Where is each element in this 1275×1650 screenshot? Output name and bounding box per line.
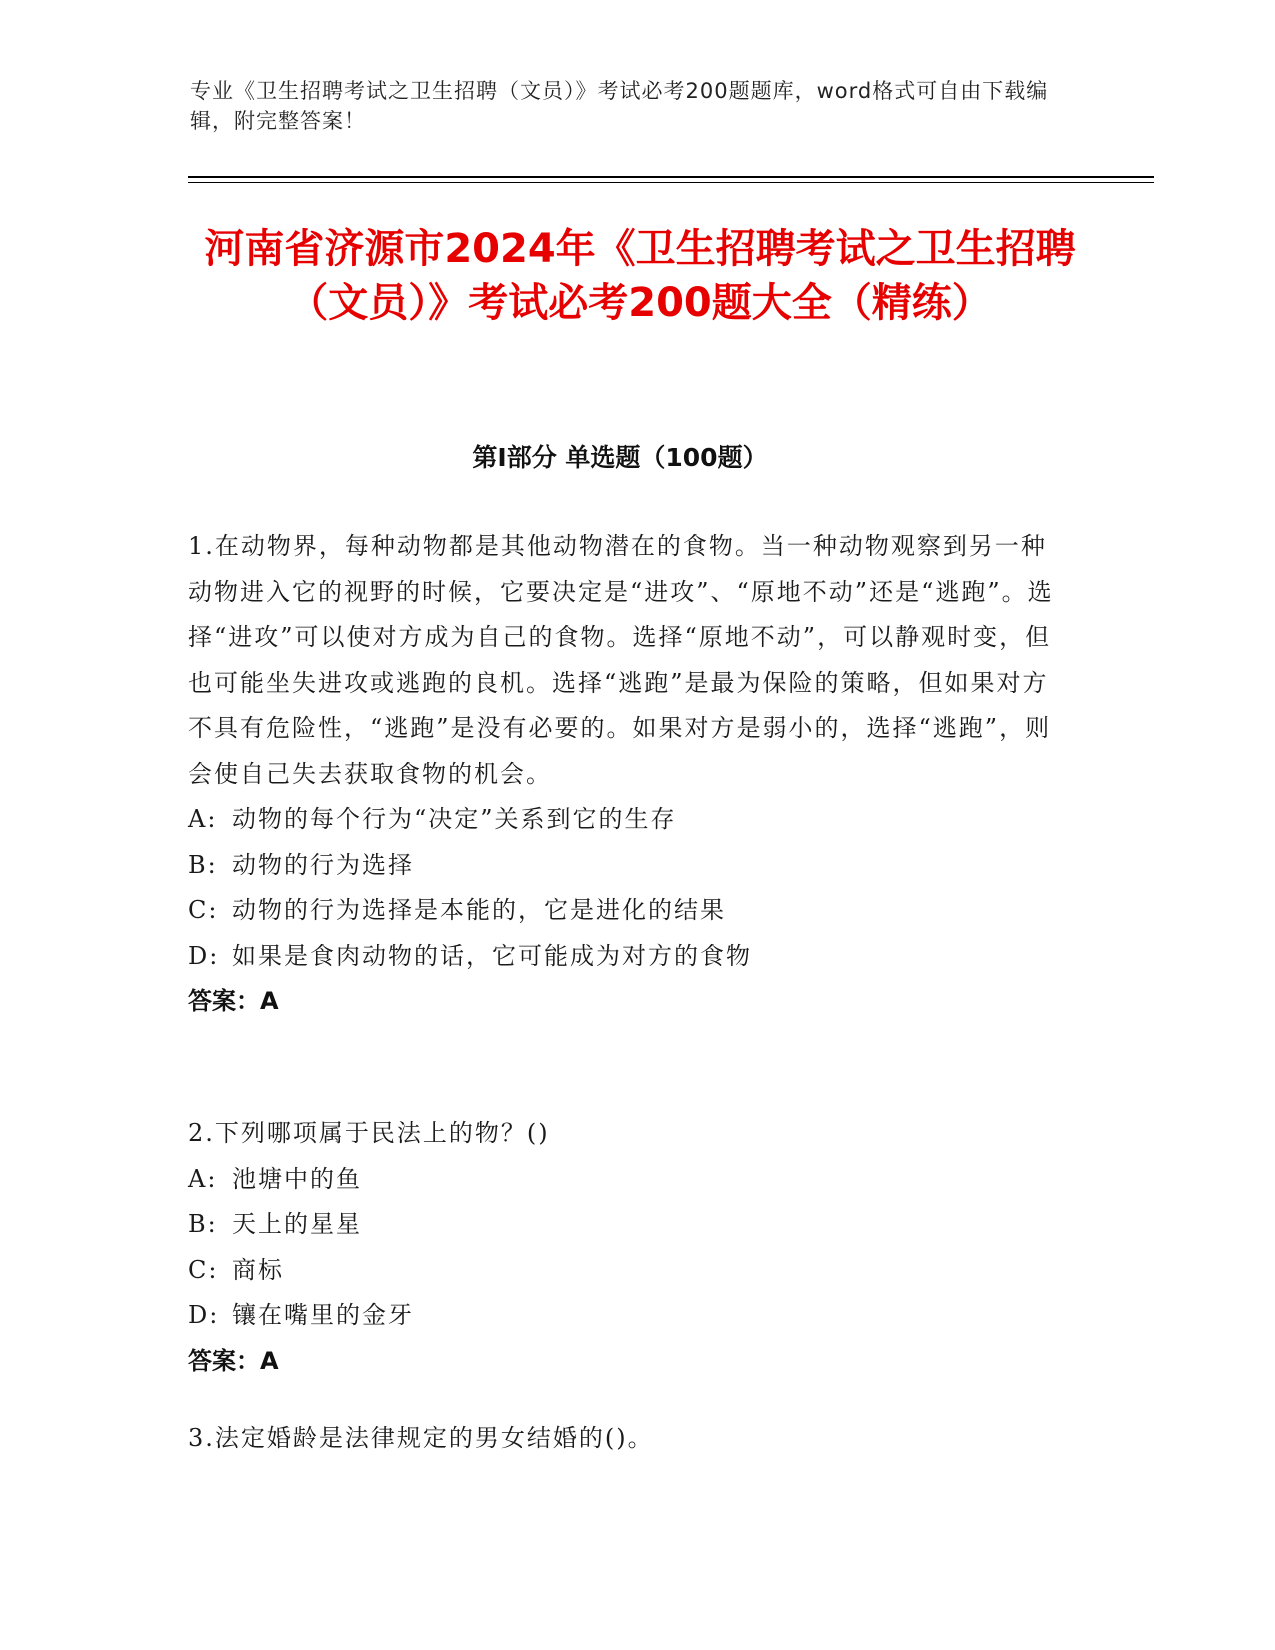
option-text: 如果是食肉动物的话，它可能成为对方的食物 — [232, 941, 752, 970]
option-b — [188, 1202, 1068, 1248]
option-c — [188, 1248, 1068, 1294]
header-note: 专业《卫生招聘考试之卫生招聘（文员）》考试必考200题题库，word格式可自由下载编辑，附完整答案！ — [190, 79, 1049, 133]
option-label: D: — [188, 941, 220, 970]
option-text: 天上的星星 — [232, 1210, 362, 1238]
question-stem: 2.下列哪项属于民法上的物？() — [188, 1119, 550, 1147]
section-title: 第Ⅰ部分 单选题（100题） — [472, 443, 768, 472]
question-stem: 1.在动物界，每种动物都是其他动物潜在的食物。当一种动物观察到另一种动物进入它的视野的时候，它要决定是“进攻”、“原地不动”还是“逃跑”。选择“进攻”可以使对方成为自己的食物。选择“原地不动”，可以静观时变，但也可能坐失进攻或逃跑的良机。选择“逃跑”是最为保险的策略，但如果对方不具有危险性，“逃跑”是没有必要的。如果对方是弱小的，选择“逃跑”，则会使自己失去获取食物的机会。 — [188, 532, 1054, 788]
header-rule-thick — [188, 176, 1154, 178]
option-d — [188, 934, 1068, 980]
option-b — [188, 843, 1068, 889]
question-3 — [188, 1416, 1068, 1462]
option-a — [188, 1157, 1068, 1203]
header-rule-thin — [188, 182, 1154, 183]
option-label: C: — [188, 1255, 219, 1284]
answer: 答案：A — [188, 1346, 279, 1375]
question-2 — [188, 1111, 1068, 1384]
option-a — [188, 797, 1068, 843]
option-text: 动物的行为选择 — [232, 850, 414, 879]
option-label: B: — [188, 1210, 218, 1238]
option-label: C: — [188, 896, 219, 924]
question-stem: 3.法定婚龄是法律规定的男女结婚的()。 — [188, 1424, 654, 1452]
option-c — [188, 888, 1068, 934]
document-title: 河南省济源市2024年《卫生招聘考试之卫生招聘（文员）》考试必考200题大全（精练） — [204, 226, 1076, 326]
option-text: 动物的每个行为“决定”关系到它的生存 — [232, 805, 677, 833]
option-text: 镶在嘴里的金牙 — [232, 1301, 414, 1329]
option-text: 动物的行为选择是本能的，它是进化的结果 — [232, 896, 726, 924]
option-label: A: — [188, 805, 218, 833]
option-text: 商标 — [232, 1255, 284, 1284]
option-label: A: — [188, 1164, 218, 1193]
question-1 — [188, 524, 1068, 1025]
option-label: B: — [188, 850, 218, 879]
answer: 答案：A — [188, 987, 279, 1015]
option-text: 池塘中的鱼 — [232, 1164, 362, 1193]
option-d — [188, 1293, 1068, 1339]
option-label: D: — [188, 1301, 220, 1329]
